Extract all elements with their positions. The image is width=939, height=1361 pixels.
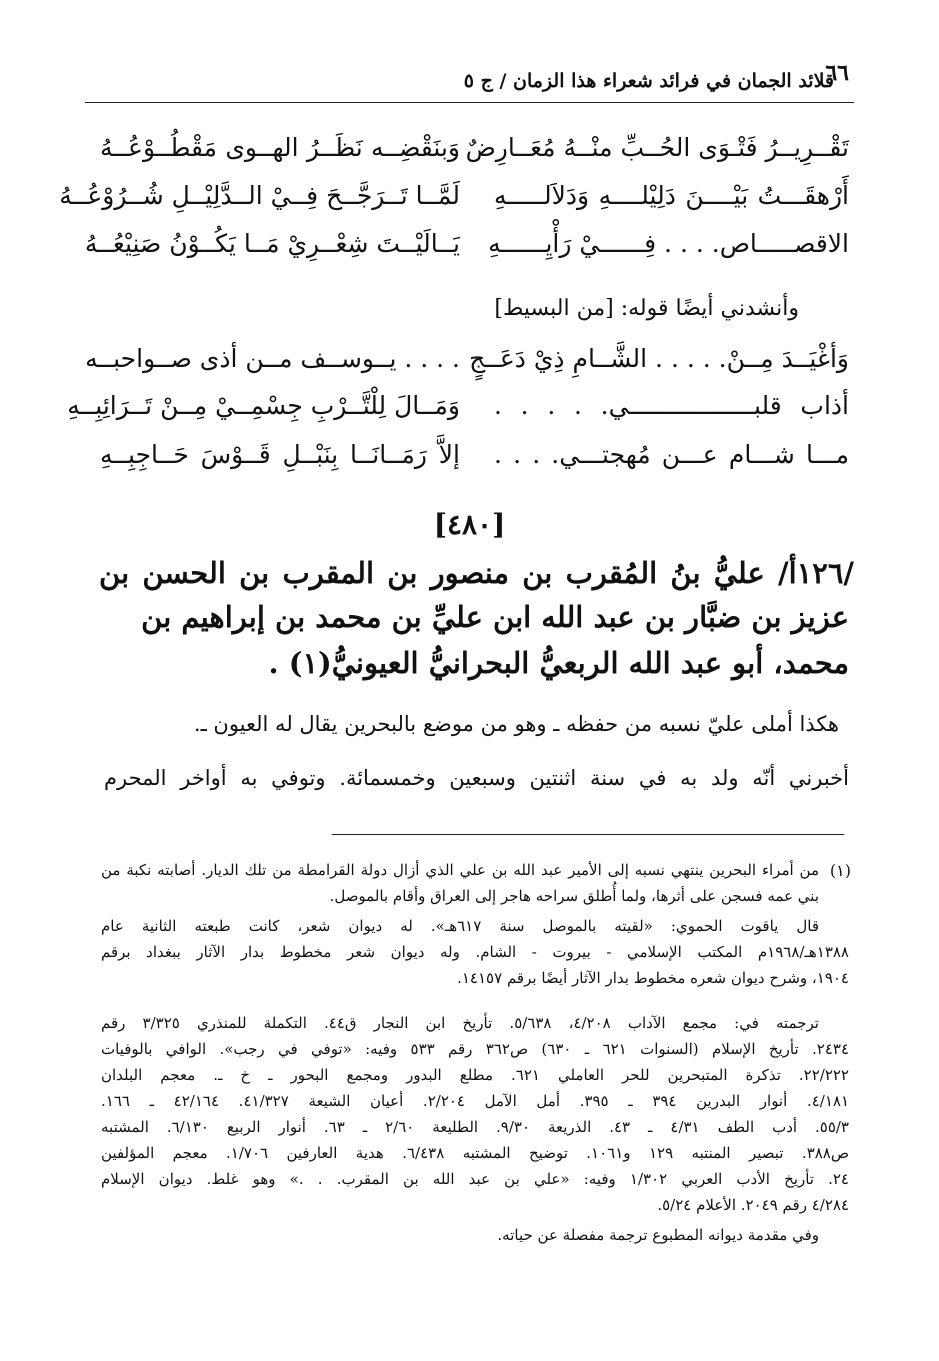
poem1-verse1-first-hemistich: تَقْــرِيــرُ فَتْـوَى الحُــبِّ منْــهُ مُعَــارِضٌ bbox=[465, 133, 849, 162]
footnote-line: ٤/١٨١. أنوار البدرين ٣٩٤ ـ ٣٩٥. أمل الآمل ٢/٢٠٤. أعيان الشيعة ٤١/٣٢٧. ٤٢/١٦٤ ـ ١٦٦. bbox=[101, 1092, 849, 1110]
poem2-verse1-second-hemistich: . . . . يــوســف مــن أذى صــواحبــه bbox=[85, 344, 460, 373]
footnote-line: ٢٢/٢٢٢. تذكرة المتبحرين للحر العاملي ٦٢١. مطلع البدور ومجمع البحور ـ خ ـ. معجم البلدان bbox=[101, 1066, 849, 1084]
poem2-verse2-first-hemistich: أذاب قلبـــــــــــــــــي. . . . . bbox=[494, 391, 849, 420]
poem2-verse3-second-hemistich: إلاَّ رَمَــانَــا بِنَبْــلِ قَــوْسَ حَــاجِبِــهِ bbox=[100, 440, 460, 469]
poem1-verse1-second-hemistich: وَبنَقْضِــه نَظَــرُ الهــوى مَقْطُــوْعُــهُ bbox=[100, 133, 460, 162]
footnote-line: ترجمته في: مجمع الآداب ٤/٢٠٨، ٥/٦٣٨. تأريخ ابن النجار ق٤٤. التكملة للمنذري ٣/٣٢٥ رقم bbox=[101, 1014, 819, 1032]
footnote-line: قال ياقوت الحموي: «لقيته بالموصل سنة ٦١٧هـ». له ديوان شعر، كانت طبعته الثانية عام bbox=[101, 917, 819, 935]
biography-heading-line-2: عزيز بن ضبَّار بن عبد الله ابن عليِّ بن محمد بن إبراهيم بن bbox=[141, 600, 849, 634]
page-number: ٦٦ bbox=[825, 60, 849, 86]
biography-heading-line-1: /١٢٦أ/ عليُّ بنُ المُقرب بن منصور بن المقرب بن الحسن بن bbox=[99, 556, 854, 590]
poem2-intro: وأنشدني أيضًا قوله: [من البسيط] bbox=[494, 296, 799, 321]
poem2-verse2-second-hemistich: وَمَــالَ لِلْتَّــرْبِ جِسْمِــيْ مِــنْ تَــرَائِبِــهِ bbox=[67, 391, 460, 420]
poem1-verse3-second-hemistich: يَــالَيْــتَ شِعْــرِيْ مَــا يَكُــوْنُ صَنِيْعُــهُ bbox=[84, 229, 460, 258]
poem1-verse2-second-hemistich: لَمَّــا تَــرَجَّــحَ فِــيْ الــدَّلِيْــلِ شُــرُوْعُــهُ bbox=[59, 181, 460, 210]
footnote-line: ص٣٨٨. تبصير المنتبه ١٢٩ و١٠٦١. توضيح المشتبه ٦/٤٣٨. هدية العارفين ١/٧٠٦. معجم المؤلفين bbox=[101, 1144, 849, 1162]
footnote-line: ١٩٠٤، وشرح ديوان شعره مخطوط بدار الآثار أيضًا برقم ١٤١٥٧. bbox=[457, 969, 849, 987]
footnote-line: وفي مقدمة ديوانه المطبوع ترجمة مفصلة عن حياته. bbox=[497, 1226, 819, 1244]
footnote-marker: (١) bbox=[829, 861, 851, 880]
footnote-line: ٢٤٣٤. تأريخ الإسلام (السنوات ٦٢١ ـ ٦٣٠) ص٣٦٢ رقم ٥٣٣ وفيه: «توفي في رجب». الوافي بالوفيات bbox=[101, 1040, 850, 1058]
poem1-verse2-first-hemistich: أَرْهقَـــتُ بَيْــــنَ دَلِيْلــــهِ وَدَلاَلـــــهِ bbox=[494, 181, 849, 210]
poem2-verse1-first-hemistich: وَأغْيَــدَ مِــنْ. . . . . الشَّــامِ ذِيْ دَعَــجٍ bbox=[469, 344, 849, 373]
footnote-line: ١٣٨٨هـ/١٩٦٨م المكتب الإسلامي - بيروت - الشام. وله ديوان شعر مخطوط بدار الآثار ببغداد برقم bbox=[101, 943, 849, 961]
running-header-title: قلائد الجمان في فرائد شعراء هذا الزمان / ج ٥ bbox=[463, 70, 834, 92]
body-paragraph-line-2: أخبرني أنّه ولد به في سنة اثنتين وسبعين وخمسمائة. وتوفي به أواخر المحرم bbox=[104, 766, 849, 790]
footnote-line: ٥٥/٣. أدب الطف ٤/٣١ ـ ٤٣. الذريعة ٩/٣٠. الطليعة ٢/٦٠ ـ ٦٣. أنوار الربيع ٦/١٣٠. المشتبه bbox=[101, 1118, 849, 1136]
footnote-line: ٤/٢٨٤ رقم ٢٠٤٩. الأعلام ٥/٢٤. bbox=[657, 1196, 849, 1214]
footnote-rule bbox=[332, 834, 844, 835]
body-paragraph-line-1: هكذا أملى عليّ نسبه من حفظه ـ وهو من موضع بالبحرين يقال له العيون ـ. bbox=[193, 712, 839, 736]
biography-heading-line-3: محمد، أبو عبد الله الربعيُّ البحرانيُّ العيونيُّ(١) . bbox=[268, 646, 849, 680]
footnote-line: ٢٤. تأريخ الأدب العربي ١/٣٠٢ وفيه: «علي بن عبد الله بن المقرب. . .» وهو غلط. ديوان الإسلام bbox=[101, 1170, 849, 1188]
poem2-verse3-first-hemistich: مـــا شـــام عـــن مُهجتـــي. . . . bbox=[494, 440, 849, 469]
footnote-line: من أمراء البحرين ينتهي نسبه إلى الأمير عبد الله بن علي الذي أزال دولة القرامطة من تلك الديار. أصابته نكبة من bbox=[101, 861, 819, 879]
poem1-verse3-first-hemistich: الاقصـــــاص. . . . فِــــــيْ رَأْيِــــــهِ bbox=[488, 229, 849, 258]
footnote-line: بني عمه فسجن على أثرها، ولما أُطلق سراحه هاجر إلى العراق وأقام بالموصل. bbox=[329, 887, 819, 905]
entry-number: [٤٨٠] bbox=[433, 508, 506, 541]
header-rule bbox=[85, 102, 854, 103]
